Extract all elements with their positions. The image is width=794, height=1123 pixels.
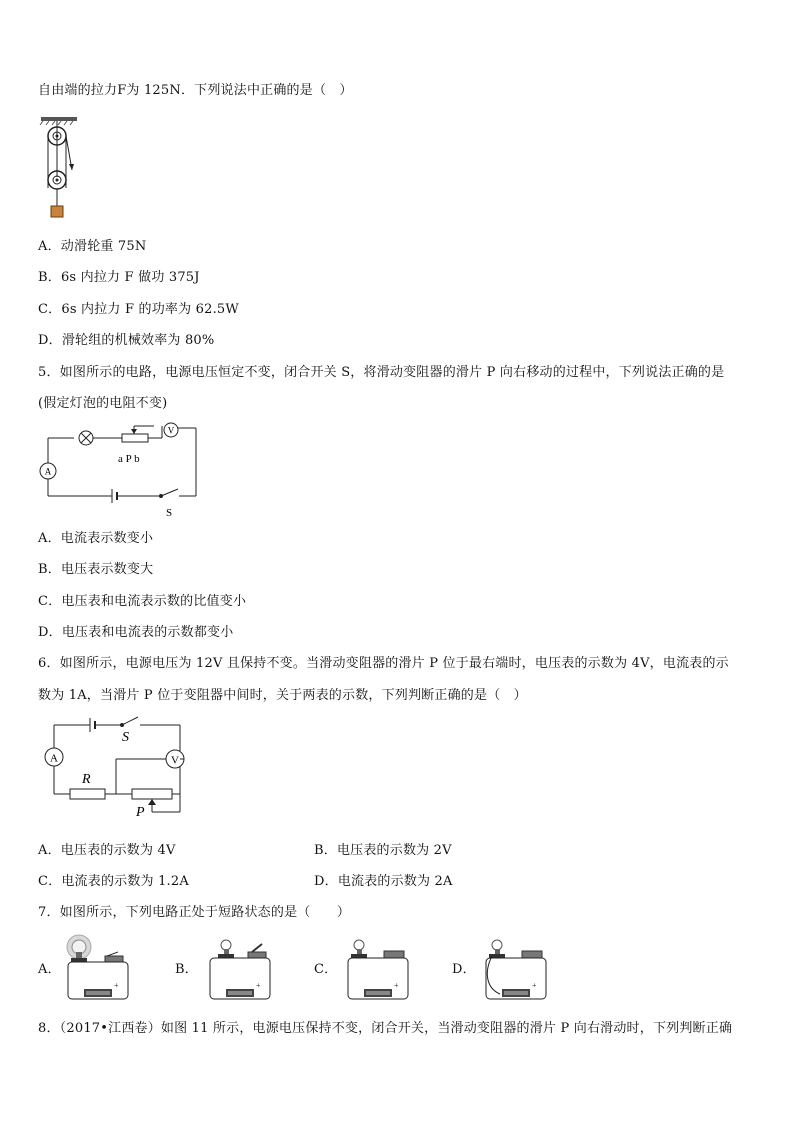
q5-voltmeter-label: V bbox=[167, 425, 175, 436]
q6-stem-line2: 数为 1A，当滑片 P 位于变阻器中间时，关于两表的示数，下列判断正确的是（ ） bbox=[38, 688, 527, 703]
q6-stem-line1: 6．如图所示，电源电压为 12V 且保持不变。当滑动变阻器的滑片 P 位于最右端时，电压表的示数为 4V，电流表的示 bbox=[38, 656, 729, 671]
q7-stem: 7．如图所示，下列电路正处于短路状态的是（ ） bbox=[38, 905, 351, 920]
q6-option-a: A．电压表的示数为 4V bbox=[38, 843, 176, 858]
q7-circuit-b-figure bbox=[204, 932, 276, 1004]
q5-option-c: C．电压表和电流表示数的比值变小 bbox=[38, 594, 247, 609]
q5-option-a: A．电流表示数变小 bbox=[38, 531, 154, 546]
q6-option-d: D．电流表的示数为 2A bbox=[314, 874, 453, 889]
q4-option-b: B．6s 内拉力 F 做功 375J bbox=[38, 270, 200, 285]
q6-resistor-label: R bbox=[82, 772, 91, 787]
q6-circuit-figure bbox=[40, 712, 192, 824]
q5-stem-line1: 5．如图所示的电路，电源电压恒定不变，闭合开关 S，将滑动变阻器的滑片 P 向右移动的过程中，下列说法正确的是 bbox=[38, 365, 725, 380]
q7-label-c: C． bbox=[314, 962, 338, 977]
svg-text:+: + bbox=[256, 981, 261, 990]
q4-option-c: C．6s 内拉力 F 的功率为 62.5W bbox=[38, 302, 239, 317]
q5-apb-label: a P b bbox=[118, 453, 140, 465]
q4-option-d: D．滑轮组的机械效率为 80% bbox=[38, 333, 215, 348]
q7-label-a: A． bbox=[38, 962, 61, 977]
q5-option-d: D．电压表和电流表的示数都变小 bbox=[38, 625, 234, 640]
q5-ammeter-label: A bbox=[44, 466, 52, 477]
q7-circuit-d-figure bbox=[480, 932, 552, 1004]
q7-label-b: B． bbox=[175, 962, 198, 977]
q6-slider-label: P bbox=[136, 805, 145, 820]
pulley-system-figure bbox=[38, 114, 90, 220]
q6-option-c: C．电流表的示数为 1.2A bbox=[38, 874, 189, 889]
q5-circuit-figure bbox=[34, 418, 204, 520]
q6-voltmeter-label: V bbox=[171, 754, 179, 767]
q4-stem-tail: 自由端的拉力F为 125N．下列说法中正确的是（ ） bbox=[38, 83, 353, 98]
q5-option-b: B．电压表示数变大 bbox=[38, 562, 154, 577]
q6-ammeter-label: A bbox=[50, 752, 58, 765]
q5-stem-line2: (假定灯泡的电阻不变) bbox=[38, 396, 168, 411]
q7-circuit-c-figure bbox=[342, 932, 414, 1004]
q5-switch-label: S bbox=[166, 507, 173, 519]
svg-text:+: + bbox=[532, 981, 537, 990]
q6-switch-label: S bbox=[122, 730, 129, 745]
q7-label-d: D． bbox=[452, 962, 476, 977]
q8-stem: 8．（2017•江西卷）如图 11 所示，电源电压保持不变，闭合开关，当滑动变阻器的滑片 P 向右滑动时，下列判断正确 bbox=[38, 1021, 733, 1036]
svg-text:+: + bbox=[114, 981, 119, 990]
q7-circuit-a-figure bbox=[62, 932, 134, 1004]
q4-option-a: A．动滑轮重 75N bbox=[38, 239, 147, 254]
q6-option-b: B．电压表的示数为 2V bbox=[314, 843, 452, 858]
svg-text:+: + bbox=[394, 981, 399, 990]
